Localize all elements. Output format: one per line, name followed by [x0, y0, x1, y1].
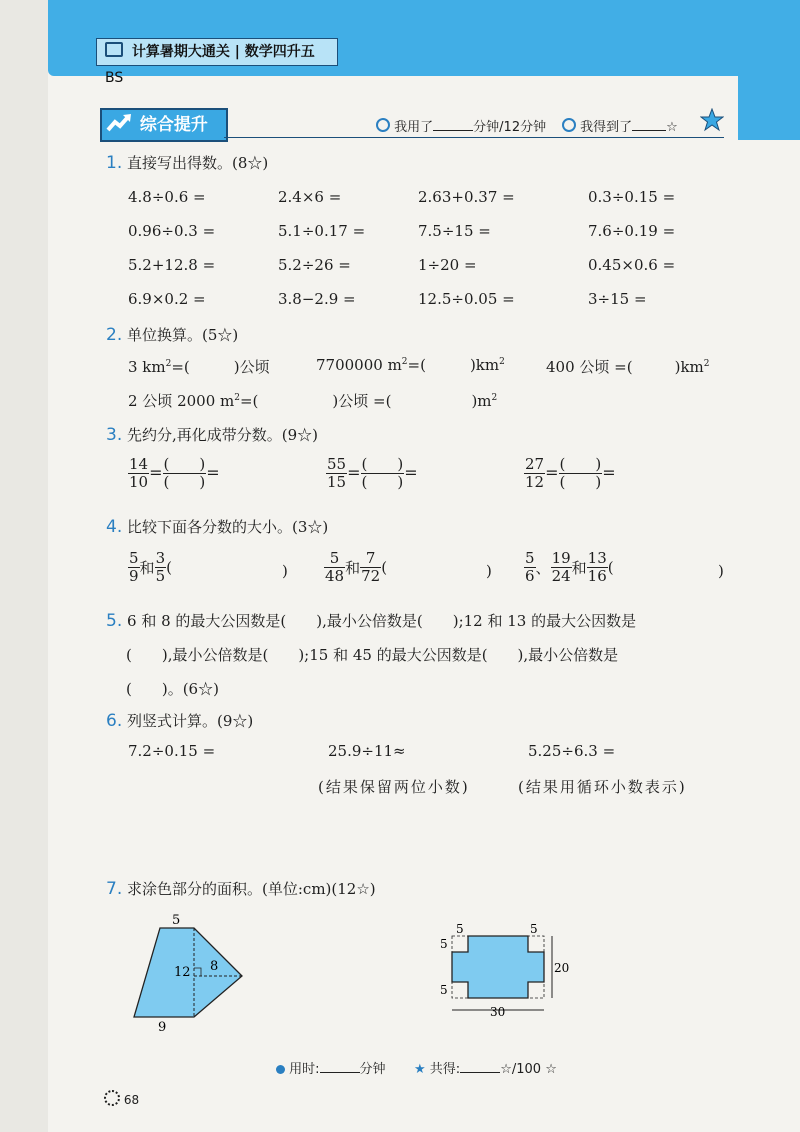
q4-frac-a-1 [128, 550, 140, 585]
q2-item-1-sup: 2 [165, 359, 172, 369]
q4-frac-a-1-numerator: 5 [129, 549, 139, 567]
q3-answer-1 [163, 456, 207, 491]
q2-item-1-lead: 3 km [128, 358, 166, 376]
q4-frac-b-3-denominator: 16 [587, 567, 607, 585]
q5-line-1 [106, 610, 636, 631]
q7-figure-trapezoid [124, 912, 264, 1032]
q1-item-8: 7.6÷0.19 = [588, 222, 676, 240]
q2-item-2-mid: =( [407, 356, 426, 374]
time-used-label: 我用了 [394, 120, 434, 135]
q6-heading [106, 710, 253, 731]
q2-item-2 [316, 356, 505, 374]
q7-fig2-label-top: 5 [456, 922, 464, 936]
q1-item-6: 5.1÷0.17 = [278, 222, 366, 240]
section-title-box [100, 108, 228, 142]
q4-frac-a-2-numerator: 5 [324, 550, 345, 568]
q1-item-10: 5.2÷26 = [278, 256, 351, 274]
q4-frac-c-3 [551, 550, 572, 585]
q1-item-14: 3.8−2.9 = [278, 290, 356, 308]
q7-fig1-label-mid: 8 [210, 959, 219, 974]
q3-fraction-3-numerator: 27 [525, 455, 545, 473]
stars-star: ☆ [666, 120, 678, 135]
q4-frac-b-2 [360, 550, 381, 585]
footer-time-label: 用时: [289, 1062, 320, 1077]
q6-title: 列竖式计算。(9☆) [127, 712, 254, 730]
q2-item-2-tail: )km [469, 356, 500, 374]
footer-clock-icon [276, 1065, 285, 1074]
q1-item-11: 1÷20 = [418, 256, 477, 274]
q4-frac-c-3-numerator: 19 [551, 549, 571, 567]
q4-frac-a-3-numerator: 5 [525, 549, 535, 567]
page-number: 68 [123, 1093, 140, 1107]
q2-number: 2. [106, 325, 123, 345]
q4-heading [106, 516, 328, 537]
q4-frac-b-3-numerator: 13 [587, 549, 607, 567]
q5-text-1: 6 和 8 的最大公因数是( ),最小公倍数是( );12 和 13 的最大公因数是 [127, 612, 637, 630]
q1-title: 直接写出得数。(8☆) [127, 154, 269, 172]
q4-title: 比较下面各分数的大小。(3☆) [127, 518, 329, 536]
q3-answer-3 [559, 456, 603, 491]
check-circle-icon [562, 118, 576, 132]
q3-equals-2: = [347, 463, 361, 482]
q3-item-1 [128, 456, 220, 491]
q1-item-16: 3÷15 = [588, 290, 647, 308]
q1-item-7: 7.5÷15 = [418, 222, 491, 240]
q1-item-4: 0.3÷0.15 = [588, 188, 676, 206]
q2-item-2-lead: 7700000 m [316, 356, 402, 374]
q3-number: 3. [106, 425, 123, 445]
q3-answer-1-denominator[interactable]: ( ) [163, 473, 206, 491]
q6-note-2: (结果用循环小数表示) [518, 778, 687, 796]
q1-item-9: 5.2+12.8 = [128, 256, 216, 274]
q4-item-2 [324, 550, 387, 585]
time-tracker [376, 116, 546, 135]
q3-answer-2-denominator[interactable]: ( ) [361, 473, 404, 491]
q7-fig2-label-top-right: 5 [530, 922, 538, 936]
q6-item-2: 25.9÷11≈ [328, 742, 406, 760]
section-title: 综合提升 [139, 115, 208, 135]
footer-time-unit: 分钟 [359, 1062, 386, 1077]
q4-and-1: 和 [139, 559, 155, 577]
footer-score-tail: ☆/100 [500, 1062, 542, 1077]
q3-answer-1-numerator[interactable]: ( ) [163, 455, 206, 473]
q3-fraction-3 [524, 456, 545, 491]
q2-item-4-mid2: )公顷 =( [332, 392, 392, 410]
q1-item-13: 6.9×0.2 = [128, 290, 206, 308]
q2-item-2-sup: 2 [401, 357, 408, 367]
stars-blank[interactable] [632, 118, 666, 131]
q7-fig2-shape [452, 936, 544, 998]
title-separator: | [234, 44, 240, 60]
q4-frac-a-3 [524, 550, 536, 585]
q2-item-1-mid: =( [171, 358, 190, 376]
q7-number: 7. [106, 879, 123, 899]
q3-fraction-1 [128, 456, 149, 491]
star-badge-icon [700, 108, 724, 132]
q4-number: 4. [106, 517, 123, 537]
q5-number: 5. [106, 611, 123, 631]
q7-heading [106, 878, 376, 899]
q3-answer-3-denominator[interactable]: ( ) [559, 473, 602, 491]
q4-close-1: ) [282, 562, 288, 580]
q4-frac-b-1-numerator: 3 [155, 549, 166, 567]
clock-icon [376, 118, 390, 132]
q3-item-3 [524, 456, 616, 491]
q1-heading [106, 152, 268, 173]
q4-open-1: ( [166, 558, 172, 577]
q4-open-2: ( [381, 558, 388, 577]
q3-equals-b-3: = [602, 463, 616, 482]
q3-fraction-3-denominator: 12 [525, 473, 545, 491]
q1-number: 1. [106, 153, 123, 173]
q4-frac-a-2 [324, 550, 345, 585]
q3-answer-2 [361, 456, 405, 491]
q7-fig2-label-width: 30 [490, 1005, 506, 1019]
q5-text-2: ( ),最小公倍数是( );15 和 45 的最大公因数是( ),最小公倍数是 [126, 646, 619, 664]
q3-fraction-1-numerator: 14 [129, 455, 149, 473]
footer-score-star: ☆ [545, 1062, 557, 1077]
q4-close-3: ) [718, 562, 724, 580]
footer-score-blank[interactable] [460, 1060, 500, 1073]
q5-line-3 [126, 678, 219, 699]
time-used-blank[interactable] [433, 118, 473, 131]
q2-item-3-tail: )km [674, 358, 704, 376]
q2-heading [106, 324, 238, 345]
q6-number: 6. [106, 711, 123, 731]
q3-title: 先约分,再化成带分数。(9☆) [127, 426, 319, 444]
q4-open-3: ( [607, 558, 614, 577]
q3-fraction-2-numerator: 55 [327, 455, 347, 473]
q7-figure-cut-rectangle [436, 920, 576, 1020]
q2-item-4-tail: )m [471, 392, 492, 410]
stars-label: 我得到了 [580, 120, 633, 135]
q2-title: 单位换算。(5☆) [127, 326, 239, 344]
footer-time [276, 1058, 386, 1077]
footer-star-icon: ★ [414, 1062, 426, 1077]
footer-time-blank[interactable] [320, 1060, 360, 1073]
sun-icon [104, 1090, 120, 1106]
footer-score-label: 共得: [429, 1062, 461, 1077]
q4-frac-a-2-denominator: 48 [325, 567, 345, 585]
q3-fraction-2-denominator: 15 [327, 473, 347, 491]
q4-and-2: 和 [345, 559, 361, 577]
q1-item-3: 2.63+0.37 = [418, 188, 515, 206]
q4-frac-c-3-denominator: 24 [551, 567, 571, 585]
q4-frac-a-1-denominator: 9 [129, 567, 139, 585]
q1-item-5: 0.96÷0.3 = [128, 222, 216, 240]
q4-frac-a-3-denominator: 6 [525, 567, 535, 585]
q5-line-2 [126, 644, 618, 665]
q7-fig1-label-height: 12 [174, 965, 191, 980]
q1-item-1: 4.8÷0.6 = [128, 188, 206, 206]
page-number-group [104, 1090, 139, 1107]
q2-item-3-lead: 400 公顷 =( [546, 358, 633, 376]
q2-item-4-lead: 2 公顷 2000 m [128, 392, 235, 410]
q2-item-4-sup2: 2 [491, 393, 498, 403]
q3-fraction-2 [326, 456, 347, 491]
q3-answer-2-numerator[interactable]: ( ) [361, 455, 404, 473]
q6-item-1: 7.2÷0.15 = [128, 742, 216, 760]
time-limit: /12分钟 [499, 120, 547, 135]
q5-text-3: ( )。(6☆) [126, 680, 219, 698]
q4-frac-b-3 [587, 550, 608, 585]
q7-fig2-label-left-bottom: 5 [440, 983, 448, 997]
q4-frac-b-2-numerator: 7 [360, 550, 381, 568]
q2-item-1-tail: )公顷 [233, 358, 270, 376]
q2-item-4-mid: =( [239, 392, 259, 410]
time-unit: 分钟 [473, 120, 500, 135]
q3-item-2 [326, 456, 418, 491]
q2-item-2-sup2: 2 [499, 357, 505, 367]
q3-answer-3-numerator[interactable]: ( ) [559, 455, 602, 473]
q6-note-1: (结果保留两位小数) [318, 778, 470, 796]
q4-frac-b-1-denominator: 5 [155, 567, 166, 585]
q4-frac-b-1 [155, 550, 167, 585]
q4-frac-b-2-denominator: 72 [361, 567, 381, 585]
q6-item-3: 5.25÷6.3 = [528, 742, 616, 760]
q7-fig2-label-left: 5 [440, 937, 448, 951]
book-title: 数学四升五 [244, 44, 315, 60]
header-band-tab [738, 0, 800, 140]
edition-label: BS [105, 70, 124, 86]
page-gutter [0, 0, 48, 1132]
q2-item-3-sup: 2 [703, 359, 710, 369]
footer-score [414, 1058, 557, 1077]
q4-close-2: ) [486, 562, 492, 580]
q4-and-3: 和 [571, 559, 587, 577]
q7-title: 求涂色部分的面积。(单位:cm)(12☆) [127, 880, 376, 898]
q3-heading [106, 424, 318, 445]
q7-fig2-label-height: 20 [554, 961, 570, 975]
q2-item-1 [128, 356, 270, 377]
q7-fig1-label-bottom: 9 [158, 1020, 167, 1032]
series-title-box [96, 38, 338, 86]
q3-fraction-1-denominator: 10 [129, 473, 149, 491]
q3-equals-b-2: = [404, 463, 418, 482]
stars-tracker [562, 116, 678, 135]
trend-arrow-icon [106, 112, 132, 134]
q3-equals-1: = [149, 463, 163, 482]
book-icon [105, 42, 123, 57]
q2-item-4 [128, 390, 497, 411]
q4-comma-3: 、 [535, 559, 551, 577]
q1-item-15: 12.5÷0.05 = [418, 290, 515, 308]
q1-item-2: 2.4×6 = [278, 188, 342, 206]
q2-item-3 [546, 356, 710, 377]
q3-equals-3: = [545, 463, 559, 482]
q2-item-4-sup: 2 [234, 393, 240, 403]
q3-equals-b-1: = [206, 463, 220, 482]
q1-item-12: 0.45×0.6 = [588, 256, 676, 274]
series-title: 计算暑期大通关 [131, 44, 230, 60]
q4-item-1 [128, 550, 172, 585]
q4-item-3 [524, 550, 614, 585]
section-line [224, 137, 724, 138]
q7-fig1-label-top: 5 [172, 913, 181, 928]
